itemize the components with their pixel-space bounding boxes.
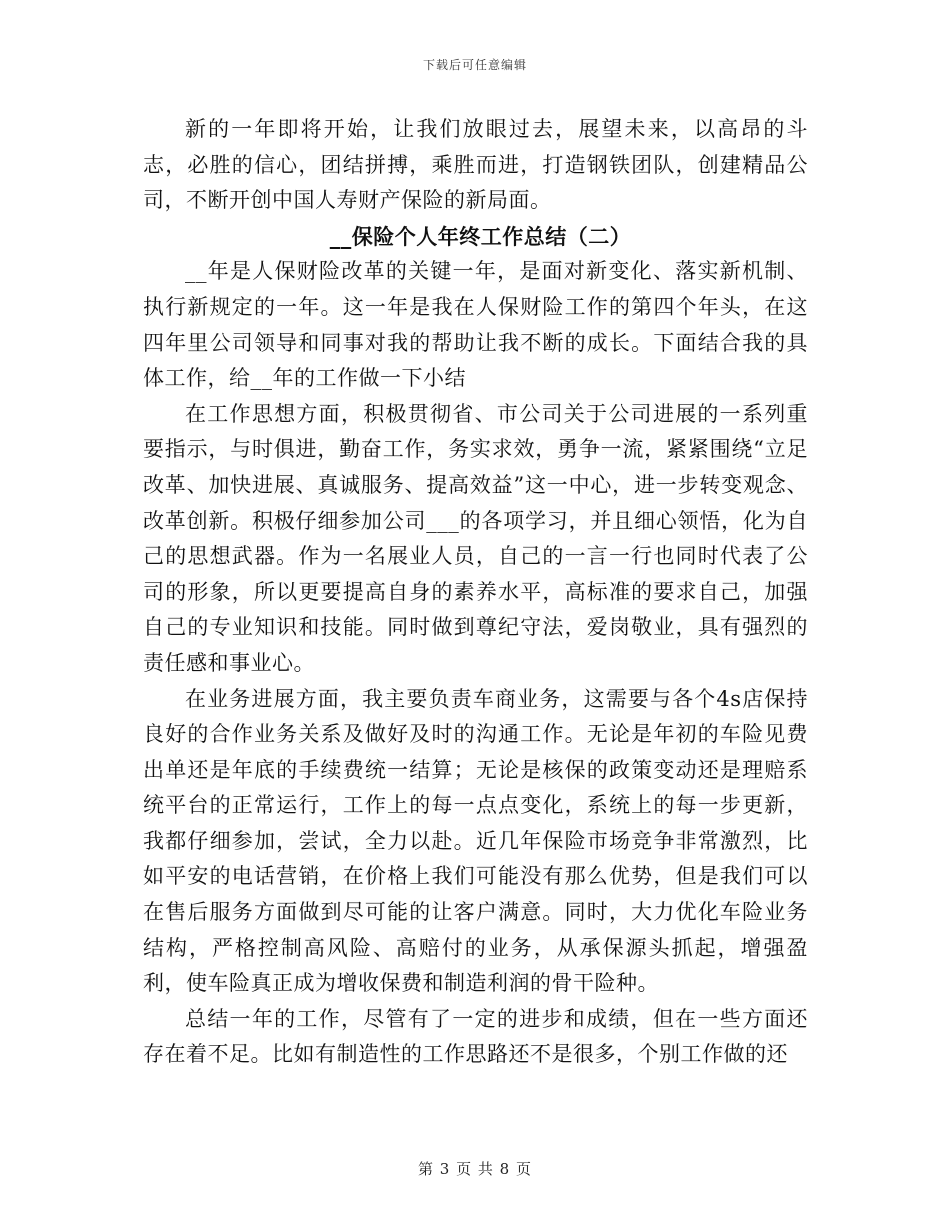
section-title: __保险个人年终工作总结（二） bbox=[329, 223, 632, 249]
paragraph-intro: __年是人保财险改革的关键一年，是面对新变化、落实新机制、执行新规定的一年。这一年是我在人保财险工作的第四个年头，在这四年里公司领导和同事对我的帮助让我不断的成长。下面结合我的具体工作，给__年的工作做一下小结 bbox=[143, 259, 808, 391]
paragraph-closing: 新的一年即将开始，让我们放眼过去，展望未来，以高昂的斗志，必胜的信心，团结拼搏，乘胜而进，打造钢铁团队，创建精品公司，不断开创中国人寿财产保险的新局面。 bbox=[143, 117, 808, 213]
paragraph-business: 在业务进展方面，我主要负责车商业务，这需要与各个4s店保持良好的合作业务关系及做好及时的沟通工作。无论是年初的车险见费出单还是年底的手续费统一结算；无论是核保的政策变动还是理赔系统平台的正常运行，工作上的每一点点变化，系统上的每一步更新，我都仔细参加，尝试，全力以赴。近几年保险市场竞争非常激烈，比如平安的电话营销，在价格上我们可能没有那么优势，但是我们可以在售后服务方面做到尽可能的让客户满意。同时，大力优化车险业务结构，严格控制高风险、高赔付的业务，从承保源头抓起，增强盈利，使车险真正成为增收保费和制造利润的骨干险种。 bbox=[143, 686, 808, 996]
page-header: 下载后可任意编辑 bbox=[422, 58, 527, 72]
document-body bbox=[143, 112, 808, 1073]
paragraph-thinking: 在工作思想方面，积极贯彻省、市公司关于公司进展的一系列重要指示，与时俱进，勤奋工作，务实求效，勇争一流，紧紧围绕“立足改革、加快进展、真诚服务、提高效益”这一中心，进一步转变观念、改革创新。积极仔细参加公司___的各项学习，并且细心领悟，化为自己的思想武器。作为一名展业人员，自己的一言一行也同时代表了公司的形象，所以更要提高自身的素养水平，高标准的要求自己，加强自己的专业知识和技能。同时做到尊纪守法，爱岗敬业，具有强烈的责任感和事业心。 bbox=[143, 401, 808, 675]
paragraph-summary: 总结一年的工作，尽管有了一定的进步和成绩，但在一些方面还存在着不足。比如有制造性的工作思路还不是很多，个别工作做的还 bbox=[143, 1006, 808, 1067]
page-footer: 第 3 页 共 8 页 bbox=[418, 1160, 532, 1178]
